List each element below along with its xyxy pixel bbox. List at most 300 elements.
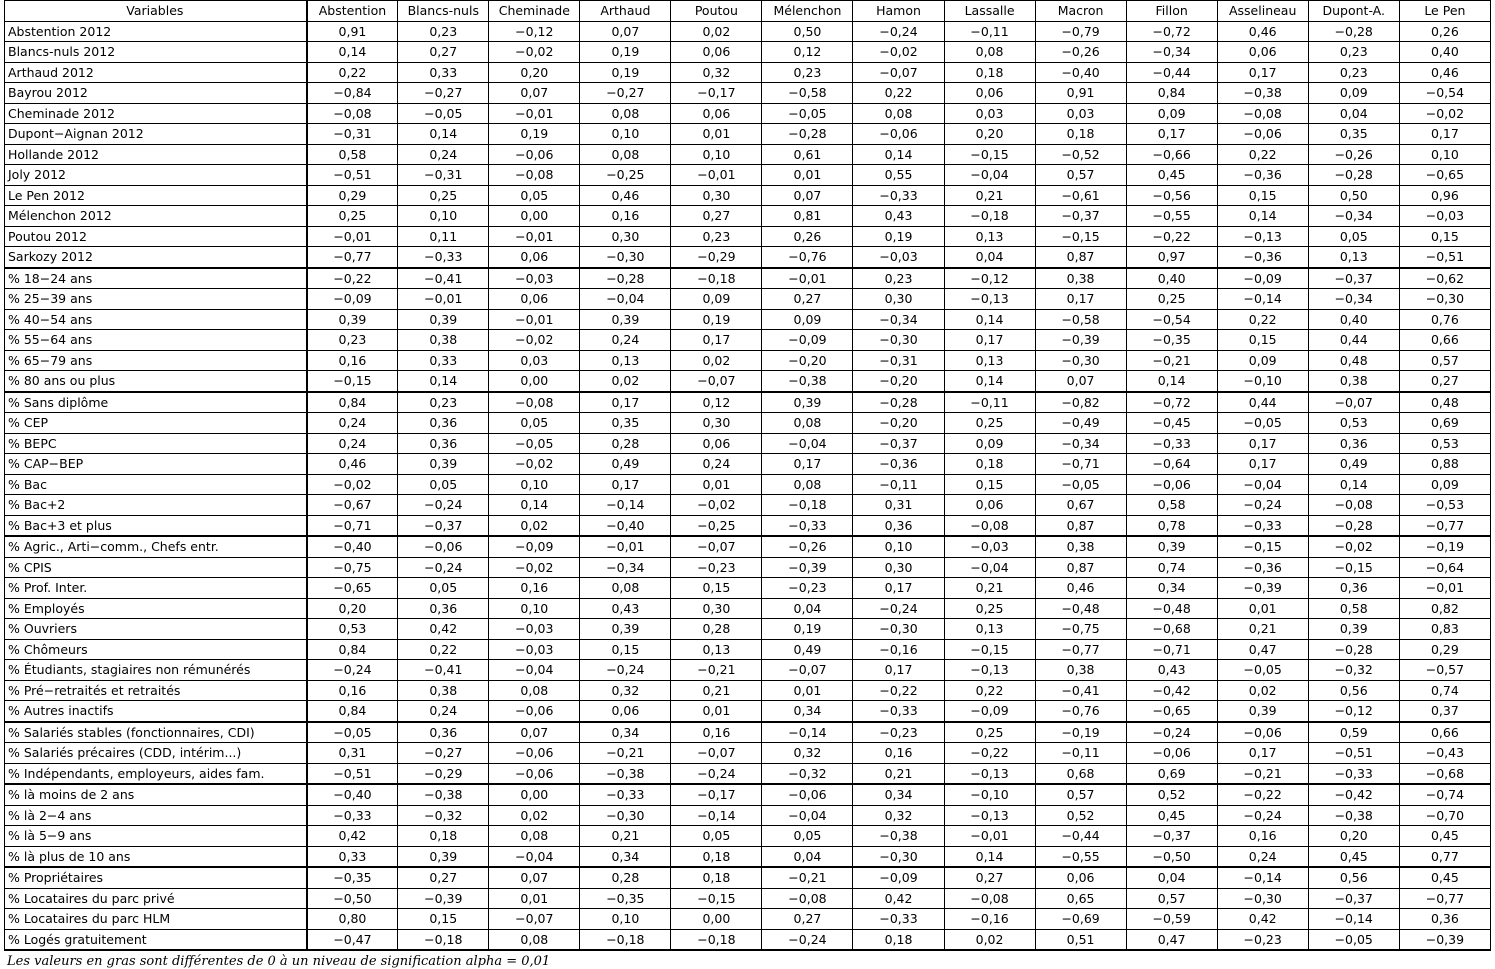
- cell-value: 0,14: [1308, 474, 1399, 495]
- column-header: Asselineau: [1217, 1, 1308, 22]
- cell-value: −0,01: [398, 289, 489, 310]
- cell-value: −0,04: [944, 165, 1035, 186]
- cell-value: −0,39: [1217, 578, 1308, 599]
- cell-value: 0,01: [762, 680, 853, 701]
- cell-value: −0,10: [944, 784, 1035, 805]
- cell-value: 0,04: [1126, 867, 1217, 888]
- cell-value: 0,38: [398, 330, 489, 351]
- cell-value: 0,13: [944, 226, 1035, 247]
- cell-value: 0,32: [853, 805, 944, 826]
- cell-value: −0,04: [944, 557, 1035, 578]
- cell-value: 0,33: [398, 62, 489, 83]
- cell-value: −0,18: [398, 929, 489, 950]
- cell-value: −0,28: [853, 392, 944, 413]
- table-row: [5, 413, 1491, 434]
- cell-value: 0,69: [1399, 413, 1490, 434]
- cell-value: 0,19: [580, 62, 671, 83]
- row-label: % 40−54 ans: [5, 309, 307, 330]
- cell-value: −0,65: [1126, 701, 1217, 722]
- cell-value: 0,59: [1308, 722, 1399, 743]
- cell-value: −0,33: [1126, 433, 1217, 454]
- cell-value: −0,09: [853, 867, 944, 888]
- cell-value: −0,68: [1399, 763, 1490, 784]
- cell-value: 0,25: [944, 722, 1035, 743]
- cell-value: 0,80: [307, 909, 398, 930]
- table-row: [5, 888, 1491, 909]
- cell-value: −0,36: [1217, 557, 1308, 578]
- cell-value: −0,01: [944, 826, 1035, 847]
- cell-value: 0,36: [398, 413, 489, 434]
- cell-value: −0,33: [853, 909, 944, 930]
- cell-value: 0,32: [671, 62, 762, 83]
- cell-value: −0,03: [489, 268, 580, 289]
- cell-value: 0,31: [853, 495, 944, 516]
- row-label: % 80 ans ou plus: [5, 371, 307, 392]
- cell-value: −0,37: [853, 433, 944, 454]
- cell-value: −0,02: [671, 495, 762, 516]
- cell-value: 0,53: [307, 619, 398, 640]
- row-label: % Bac+3 et plus: [5, 515, 307, 536]
- cell-value: 0,36: [853, 515, 944, 536]
- cell-value: 0,38: [1035, 660, 1126, 681]
- cell-value: −0,44: [1035, 826, 1126, 847]
- cell-value: −0,17: [671, 83, 762, 104]
- column-header: Blancs-nuls: [398, 1, 489, 22]
- cell-value: −0,06: [398, 536, 489, 557]
- cell-value: −0,62: [1399, 268, 1490, 289]
- cell-value: −0,31: [307, 124, 398, 145]
- table-row: [5, 247, 1491, 268]
- column-header: Fillon: [1126, 1, 1217, 22]
- cell-value: −0,14: [1217, 289, 1308, 310]
- table-row: [5, 660, 1491, 681]
- cell-value: 0,06: [944, 495, 1035, 516]
- cell-value: 0,34: [762, 701, 853, 722]
- cell-value: 0,17: [762, 454, 853, 475]
- cell-value: −0,28: [1308, 515, 1399, 536]
- cell-value: −0,12: [1308, 701, 1399, 722]
- cell-value: 0,07: [489, 83, 580, 104]
- cell-value: −0,19: [1035, 722, 1126, 743]
- cell-value: −0,51: [1399, 247, 1490, 268]
- cell-value: −0,01: [580, 536, 671, 557]
- cell-value: 0,28: [671, 619, 762, 640]
- cell-value: 0,23: [671, 226, 762, 247]
- cell-value: −0,08: [489, 392, 580, 413]
- column-header: Poutou: [671, 1, 762, 22]
- cell-value: 0,47: [1217, 639, 1308, 660]
- cell-value: −0,01: [1399, 578, 1490, 599]
- cell-value: −0,33: [853, 701, 944, 722]
- column-header: Mélenchon: [762, 1, 853, 22]
- cell-value: 0,27: [671, 206, 762, 227]
- cell-value: 0,25: [398, 185, 489, 206]
- cell-value: −0,14: [1308, 909, 1399, 930]
- cell-value: 0,40: [1308, 309, 1399, 330]
- cell-value: −0,57: [1399, 660, 1490, 681]
- cell-value: −0,03: [853, 247, 944, 268]
- cell-value: −0,07: [853, 62, 944, 83]
- cell-value: 0,35: [1308, 124, 1399, 145]
- cell-value: 0,13: [580, 350, 671, 371]
- cell-value: 0,17: [1217, 62, 1308, 83]
- cell-value: 0,22: [944, 680, 1035, 701]
- cell-value: 0,76: [1399, 309, 1490, 330]
- cell-value: −0,12: [489, 21, 580, 42]
- cell-value: −0,13: [944, 763, 1035, 784]
- cell-value: 0,42: [853, 888, 944, 909]
- cell-value: 0,30: [671, 185, 762, 206]
- cell-value: −0,18: [762, 495, 853, 516]
- cell-value: −0,24: [1217, 805, 1308, 826]
- cell-value: −0,77: [1399, 888, 1490, 909]
- cell-value: 0,18: [1035, 124, 1126, 145]
- row-label: % 18−24 ans: [5, 268, 307, 289]
- cell-value: 0,48: [1308, 350, 1399, 371]
- cell-value: −0,26: [762, 536, 853, 557]
- cell-value: −0,04: [1217, 474, 1308, 495]
- cell-value: −0,18: [580, 929, 671, 950]
- cell-value: −0,22: [1217, 784, 1308, 805]
- cell-value: 0,06: [944, 83, 1035, 104]
- cell-value: 0,01: [671, 701, 762, 722]
- cell-value: 0,10: [580, 124, 671, 145]
- cell-value: −0,71: [1035, 454, 1126, 475]
- cell-value: −0,07: [489, 909, 580, 930]
- cell-value: −0,33: [398, 247, 489, 268]
- table-row: [5, 680, 1491, 701]
- cell-value: 0,13: [671, 639, 762, 660]
- cell-value: −0,15: [307, 371, 398, 392]
- cell-value: −0,26: [1308, 144, 1399, 165]
- cell-value: −0,84: [307, 83, 398, 104]
- cell-value: −0,72: [1126, 21, 1217, 42]
- cell-value: 0,50: [762, 21, 853, 42]
- cell-value: −0,75: [1035, 619, 1126, 640]
- cell-value: −0,10: [1217, 371, 1308, 392]
- cell-value: 0,24: [580, 330, 671, 351]
- cell-value: −0,24: [762, 929, 853, 950]
- cell-value: −0,37: [398, 515, 489, 536]
- cell-value: 0,05: [398, 578, 489, 599]
- cell-value: −0,02: [489, 557, 580, 578]
- cell-value: 0,56: [1308, 867, 1399, 888]
- cell-value: 0,02: [489, 515, 580, 536]
- table-row: [5, 42, 1491, 63]
- cell-value: 0,21: [944, 578, 1035, 599]
- cell-value: 0,03: [944, 103, 1035, 124]
- cell-value: 0,53: [1308, 413, 1399, 434]
- cell-value: −0,23: [1217, 929, 1308, 950]
- cell-value: −0,21: [671, 660, 762, 681]
- cell-value: 0,57: [1399, 350, 1490, 371]
- cell-value: −0,11: [944, 392, 1035, 413]
- cell-value: −0,21: [762, 867, 853, 888]
- cell-value: 0,01: [671, 124, 762, 145]
- table-row: [5, 226, 1491, 247]
- row-label: Sarkozy 2012: [5, 247, 307, 268]
- cell-value: −0,13: [944, 805, 1035, 826]
- cell-value: −0,30: [1217, 888, 1308, 909]
- cell-value: −0,02: [1308, 536, 1399, 557]
- table-row: [5, 846, 1491, 867]
- cell-value: 0,46: [1399, 62, 1490, 83]
- cell-value: 0,43: [580, 598, 671, 619]
- row-label: Le Pen 2012: [5, 185, 307, 206]
- cell-value: −0,02: [1399, 103, 1490, 124]
- cell-value: 0,31: [307, 743, 398, 764]
- cell-value: −0,66: [1126, 144, 1217, 165]
- cell-value: 0,15: [671, 578, 762, 599]
- column-header: Abstention: [307, 1, 398, 22]
- cell-value: 0,58: [1126, 495, 1217, 516]
- cell-value: −0,09: [1217, 268, 1308, 289]
- row-label: % là 2−4 ans: [5, 805, 307, 826]
- row-label: % Chômeurs: [5, 639, 307, 660]
- cell-value: 0,19: [671, 309, 762, 330]
- cell-value: 0,46: [1217, 21, 1308, 42]
- cell-value: 0,15: [1217, 185, 1308, 206]
- cell-value: −0,09: [762, 330, 853, 351]
- cell-value: 0,15: [1217, 330, 1308, 351]
- cell-value: 0,84: [1126, 83, 1217, 104]
- cell-value: −0,18: [944, 206, 1035, 227]
- row-label: % Agric., Arti−comm., Chefs entr.: [5, 536, 307, 557]
- cell-value: −0,30: [1399, 289, 1490, 310]
- cell-value: −0,27: [580, 83, 671, 104]
- cell-value: −0,25: [671, 515, 762, 536]
- correlation-table: [4, 0, 1491, 951]
- cell-value: −0,06: [1126, 474, 1217, 495]
- cell-value: 0,33: [398, 350, 489, 371]
- cell-value: 0,36: [1308, 433, 1399, 454]
- cell-value: −0,23: [762, 578, 853, 599]
- cell-value: −0,32: [398, 805, 489, 826]
- cell-value: −0,34: [1308, 289, 1399, 310]
- cell-value: −0,28: [1308, 21, 1399, 42]
- cell-value: 0,00: [671, 909, 762, 930]
- cell-value: 0,34: [1126, 578, 1217, 599]
- cell-value: −0,38: [1217, 83, 1308, 104]
- cell-value: −0,14: [1217, 867, 1308, 888]
- table-row: [5, 330, 1491, 351]
- cell-value: 0,22: [1217, 309, 1308, 330]
- cell-value: 0,19: [853, 226, 944, 247]
- row-label: % Ouvriers: [5, 619, 307, 640]
- cell-value: 0,07: [1035, 371, 1126, 392]
- cell-value: −0,35: [1126, 330, 1217, 351]
- cell-value: 0,15: [1399, 226, 1490, 247]
- cell-value: 0,08: [944, 42, 1035, 63]
- cell-value: 0,16: [307, 350, 398, 371]
- cell-value: 0,82: [1399, 598, 1490, 619]
- cell-value: −0,08: [307, 103, 398, 124]
- cell-value: 0,47: [1126, 929, 1217, 950]
- cell-value: 0,65: [1035, 888, 1126, 909]
- cell-value: 0,11: [398, 226, 489, 247]
- cell-value: 0,17: [853, 578, 944, 599]
- cell-value: 0,36: [1399, 909, 1490, 930]
- cell-value: −0,15: [1035, 226, 1126, 247]
- cell-value: −0,24: [398, 495, 489, 516]
- cell-value: −0,01: [489, 226, 580, 247]
- cell-value: 0,57: [1035, 784, 1126, 805]
- row-label: Bayrou 2012: [5, 83, 307, 104]
- cell-value: 0,20: [944, 124, 1035, 145]
- cell-value: 0,39: [580, 309, 671, 330]
- table-row: [5, 578, 1491, 599]
- row-label: Dupont−Aignan 2012: [5, 124, 307, 145]
- cell-value: −0,02: [489, 330, 580, 351]
- cell-value: −0,15: [944, 639, 1035, 660]
- cell-value: −0,76: [1035, 701, 1126, 722]
- cell-value: −0,01: [489, 103, 580, 124]
- cell-value: −0,15: [944, 144, 1035, 165]
- cell-value: 0,04: [1308, 103, 1399, 124]
- cell-value: −0,58: [762, 83, 853, 104]
- cell-value: 0,49: [1308, 454, 1399, 475]
- cell-value: −0,34: [1308, 206, 1399, 227]
- cell-value: 0,25: [307, 206, 398, 227]
- table-row: [5, 83, 1491, 104]
- cell-value: 0,05: [489, 185, 580, 206]
- cell-value: 0,08: [489, 680, 580, 701]
- cell-value: 0,10: [671, 144, 762, 165]
- cell-value: −0,39: [1035, 330, 1126, 351]
- cell-value: 0,18: [944, 454, 1035, 475]
- cell-value: 0,28: [580, 433, 671, 454]
- cell-value: −0,23: [671, 557, 762, 578]
- cell-value: 0,09: [944, 433, 1035, 454]
- cell-value: −0,09: [944, 701, 1035, 722]
- row-label: % Pré−retraités et retraités: [5, 680, 307, 701]
- cell-value: 0,01: [489, 888, 580, 909]
- cell-value: 0,13: [1308, 247, 1399, 268]
- cell-value: −0,36: [853, 454, 944, 475]
- cell-value: −0,65: [1399, 165, 1490, 186]
- cell-value: 0,30: [671, 413, 762, 434]
- cell-value: 0,27: [398, 867, 489, 888]
- cell-value: −0,06: [489, 144, 580, 165]
- table-row: [5, 185, 1491, 206]
- cell-value: 0,32: [580, 680, 671, 701]
- cell-value: 0,04: [762, 598, 853, 619]
- cell-value: −0,28: [580, 268, 671, 289]
- table-row: [5, 165, 1491, 186]
- cell-value: −0,02: [307, 474, 398, 495]
- cell-value: −0,22: [853, 680, 944, 701]
- cell-value: 0,10: [489, 474, 580, 495]
- cell-value: 0,23: [1308, 42, 1399, 63]
- table-row: [5, 722, 1491, 743]
- cell-value: 0,36: [398, 598, 489, 619]
- cell-value: −0,33: [307, 805, 398, 826]
- cell-value: −0,15: [1308, 557, 1399, 578]
- cell-value: 0,23: [398, 21, 489, 42]
- cell-value: 0,14: [307, 42, 398, 63]
- cell-value: −0,01: [307, 226, 398, 247]
- column-header: Lassalle: [944, 1, 1035, 22]
- cell-value: 0,17: [1217, 743, 1308, 764]
- cell-value: 0,02: [489, 805, 580, 826]
- cell-value: −0,30: [853, 619, 944, 640]
- cell-value: 0,17: [944, 330, 1035, 351]
- cell-value: −0,08: [1308, 495, 1399, 516]
- cell-value: 0,46: [1035, 578, 1126, 599]
- cell-value: 0,09: [671, 289, 762, 310]
- cell-value: 0,51: [1035, 929, 1126, 950]
- cell-value: 0,27: [762, 289, 853, 310]
- cell-value: 0,12: [762, 42, 853, 63]
- cell-value: −0,24: [671, 763, 762, 784]
- cell-value: −0,26: [1035, 42, 1126, 63]
- cell-value: 0,13: [944, 619, 1035, 640]
- cell-value: 0,24: [398, 701, 489, 722]
- row-label: % Étudiants, stagiaires non rémunérés: [5, 660, 307, 681]
- table-row: [5, 557, 1491, 578]
- cell-value: −0,05: [489, 433, 580, 454]
- cell-value: 0,61: [762, 144, 853, 165]
- cell-value: −0,34: [1126, 42, 1217, 63]
- cell-value: 0,25: [944, 413, 1035, 434]
- cell-value: 0,42: [398, 619, 489, 640]
- row-label: % là plus de 10 ans: [5, 846, 307, 867]
- cell-value: −0,01: [762, 268, 853, 289]
- cell-value: −0,27: [398, 743, 489, 764]
- cell-value: 0,15: [580, 639, 671, 660]
- table-row: [5, 495, 1491, 516]
- cell-value: 0,08: [762, 474, 853, 495]
- cell-value: 0,08: [580, 103, 671, 124]
- cell-value: −0,06: [1126, 743, 1217, 764]
- row-label: % Bac: [5, 474, 307, 495]
- cell-value: −0,07: [671, 371, 762, 392]
- cell-value: −0,50: [307, 888, 398, 909]
- header-row: [5, 1, 1491, 22]
- cell-value: −0,48: [1035, 598, 1126, 619]
- cell-value: 0,91: [1035, 83, 1126, 104]
- cell-value: 0,14: [944, 846, 1035, 867]
- cell-value: −0,79: [1035, 21, 1126, 42]
- cell-value: 0,17: [1126, 124, 1217, 145]
- row-label: % Locataires du parc HLM: [5, 909, 307, 930]
- row-label: % Indépendants, employeurs, aides fam.: [5, 763, 307, 784]
- cell-value: −0,15: [671, 888, 762, 909]
- cell-value: −0,07: [671, 743, 762, 764]
- cell-value: −0,49: [1035, 413, 1126, 434]
- cell-value: 0,14: [398, 371, 489, 392]
- cell-value: −0,13: [944, 289, 1035, 310]
- cell-value: 0,32: [762, 743, 853, 764]
- cell-value: 0,06: [671, 433, 762, 454]
- table-row: [5, 909, 1491, 930]
- cell-value: −0,20: [762, 350, 853, 371]
- cell-value: 0,20: [489, 62, 580, 83]
- cell-value: −0,64: [1126, 454, 1217, 475]
- cell-value: −0,82: [1035, 392, 1126, 413]
- cell-value: 0,07: [489, 722, 580, 743]
- cell-value: 0,84: [307, 701, 398, 722]
- cell-value: −0,32: [762, 763, 853, 784]
- cell-value: −0,54: [1126, 309, 1217, 330]
- cell-value: −0,69: [1035, 909, 1126, 930]
- cell-value: −0,29: [398, 763, 489, 784]
- cell-value: 0,55: [853, 165, 944, 186]
- cell-value: −0,04: [489, 846, 580, 867]
- table-row: [5, 867, 1491, 888]
- cell-value: −0,38: [398, 784, 489, 805]
- cell-value: 0,02: [671, 21, 762, 42]
